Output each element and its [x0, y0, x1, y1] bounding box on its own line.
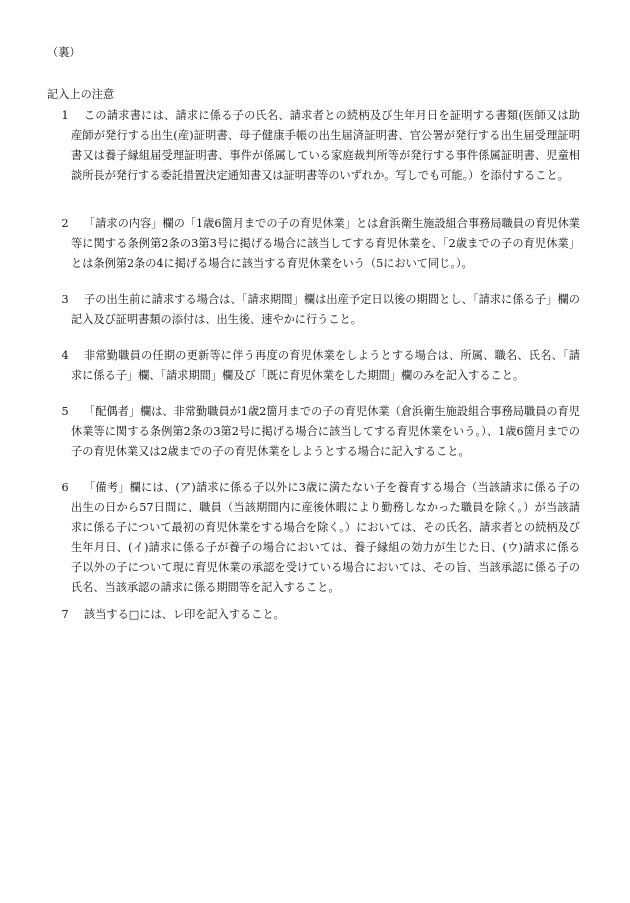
note-item: [58, 346, 580, 386]
note-number: 3: [61, 293, 69, 306]
note-number: 5: [61, 405, 69, 418]
note-text: 「請求の内容」欄の「1歳6箇月までの子の育児休業」とは倉浜衛生施設組合事務局職員の育児休業等に関する条例第2条の3第3号に掲げる場合に該当してする育児休業を、「2歳までの子の育児休業」とは条例第2条の4に掲げる場合に該当する育児休業をいう（5において同じ。）。: [71, 217, 580, 270]
note-number: 7: [61, 608, 69, 621]
note-item: [58, 290, 580, 330]
note-text: この請求書には、請求に係る子の氏名、請求者との続柄及び生年月日を証明する書類(医師又は助産師が発行する出生(産)証明書、母子健康手帳の出生届済証明書、官公署が発行する出生届受理証明書又は養子縁組届受理証明書、事件が係属している家庭裁判所等が発行する事件係属証明書、児童相談所長が発行する委託措置決定通知書又は証明書等のいずれか。写しでも可能。）を添付すること。: [71, 109, 580, 182]
note-item: [58, 106, 580, 186]
note-item: [58, 214, 580, 274]
note-number: 1: [61, 109, 69, 122]
note-text: 非常勤職員の任期の更新等に伴う再度の育児休業をしようとする場合は、所属、職名、氏名、「請求に係る子」欄、「請求期間」欄及び「既に育児休業をした期間」欄のみを記入すること。: [71, 349, 580, 382]
note-item: [58, 605, 580, 625]
note-number: 4: [61, 349, 69, 362]
note-item: [58, 402, 580, 462]
note-number: 2: [61, 217, 69, 230]
note-text: 「備考」欄には、(ア)請求に係る子以外に3歳に満たない子を養育する場合（当該請求に係る子の出生の日から57日間に、職員（当該期間内に産後休暇により勤務しなかった職員を除く。）が当該請求に係る子について最初の育児休業をする場合を除く。）においては、その氏名、請求者との続柄及び生年月日、(イ)請求に係る子が養子の場合においては、養子縁組の効力が生じた日、(ウ)請求に係る子以外の子について現に育児休業の承認を受けている場合においては、その旨、当該承認に係る子の氏名、当該承認の請求に係る期間等を記入すること。: [71, 481, 580, 594]
note-text: 該当する□には、レ印を記入すること。: [84, 608, 285, 621]
note-number: 6: [61, 481, 69, 494]
note-item: [58, 478, 580, 598]
back-side-label: （裏）: [47, 46, 81, 59]
note-text: 「配偶者」欄は、非常勤職員が1歳2箇月までの子の育児休業（倉浜衛生施設組合事務局職員の育児休業等に関する条例第2条の3第2号に掲げる場合に該当してする育児休業をいう。）、1歳6箇月までの子の育児休業又は2歳までの子の育児休業をしようとする場合に記入すること。: [71, 405, 580, 458]
note-text: 子の出生前に請求する場合は、「請求期間」欄は出産予定日以後の期間とし、「請求に係る子」欄の記入及び証明書類の添付は、出生後、速やかに行うこと。: [71, 293, 580, 326]
notes-heading: 記入上の注意: [47, 88, 115, 101]
